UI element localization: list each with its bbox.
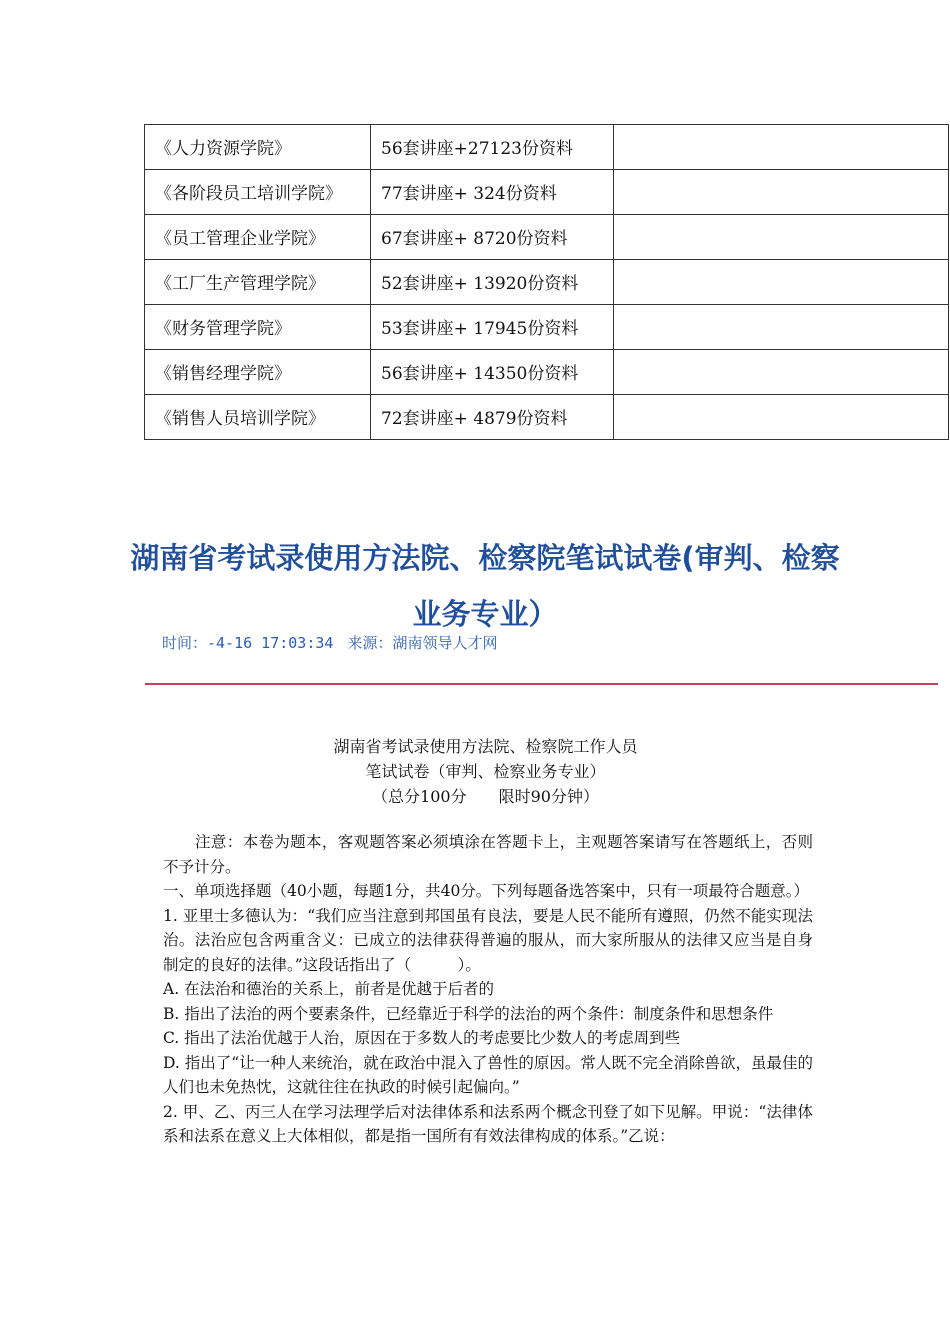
college-content: 53套讲座+ 17945份资料 [371, 305, 614, 350]
resource-table [144, 124, 949, 440]
college-extra [614, 170, 949, 215]
college-extra [614, 260, 949, 305]
exam-notice: 注意：本卷为题本，客观题答案必须填涂在答题卡上，主观题答案请写在答题纸上，否则不予计分。 [163, 833, 813, 876]
college-extra [614, 125, 949, 170]
table-row [145, 260, 949, 305]
article-meta [162, 632, 497, 653]
table-row [145, 395, 949, 440]
college-extra [614, 350, 949, 395]
table-row [145, 125, 949, 170]
exam-title-line-3: （总分100分 限时90分钟） [372, 787, 599, 806]
table-row [145, 170, 949, 215]
college-content: 56套讲座+ 14350份资料 [371, 350, 614, 395]
exam-title-line-2: 笔试试卷（审判、检察业务专业） [365, 762, 606, 781]
college-name: 《各阶段员工培训学院》 [145, 170, 371, 215]
college-extra [614, 395, 949, 440]
college-name: 《工厂生产管理学院》 [145, 260, 371, 305]
article-source: 来源：湖南领导人才网 [347, 634, 498, 652]
option-d: D. 指出了“让一种人来统治，就在政治中混入了兽性的原因。常人既不完全消除兽欲，虽最佳的人们也未免热忱，这就往往在执政的时候引起偏向。” [163, 1053, 813, 1096]
college-name: 《员工管理企业学院》 [145, 215, 371, 260]
question-1: 1. 亚里士多德认为：“我们应当注意到邦国虽有良法，要是人民不能所有遵照，仍然不能实现法治。法治应包含两重含义：已成立的法律获得普遍的服从，而大家所服从的法律又应当是自身制定的良好的法律。”这段话指出了（ ）。 [163, 906, 813, 974]
question-2: 2. 甲、乙、丙三人在学习法理学后对法律体系和法系两个概念刊登了如下见解。甲说：“法律体系和法系在意义上大体相似，都是指一国所有有效法律构成的体系。”乙说： [163, 1102, 813, 1145]
option-c: C. 指出了法治优越于人治，原因在于多数人的考虑要比少数人的考虑周到些 [163, 1029, 681, 1047]
exam-body [163, 830, 813, 1149]
college-name: 《销售人员培训学院》 [145, 395, 371, 440]
table-row [145, 305, 949, 350]
college-content: 56套讲座+27123份资料 [371, 125, 614, 170]
article-headline: 湖南省考试录使用方法院、检察院笔试试卷(审判、检察业务专业） [130, 541, 840, 631]
college-content: 72套讲座+ 4879份资料 [371, 395, 614, 440]
college-extra [614, 215, 949, 260]
college-extra [614, 305, 949, 350]
exam-title-line-1: 湖南省考试录使用方法院、检察院工作人员 [333, 737, 638, 756]
option-b: B. 指出了法治的两个要素条件，已经靠近于科学的法治的两个条件：制度条件和思想条件 [163, 1004, 774, 1023]
option-a: A. 在法治和德治的关系上，前者是优越于后者的 [163, 980, 495, 998]
divider [145, 683, 938, 685]
publish-time: 时间：-4-16 17:03:34 [162, 634, 334, 652]
table-row [145, 215, 949, 260]
section-heading: 一、单项选择题（40小题，每题1分，共40分。下列每题备选答案中，只有一项最符合题意。） [163, 882, 810, 900]
college-content: 52套讲座+ 13920份资料 [371, 260, 614, 305]
college-name: 《财务管理学院》 [145, 305, 371, 350]
college-content: 67套讲座+ 8720份资料 [371, 215, 614, 260]
table-row [145, 350, 949, 395]
college-name: 《人力资源学院》 [145, 125, 371, 170]
college-content: 77套讲座+ 324份资料 [371, 170, 614, 215]
college-name: 《销售经理学院》 [145, 350, 371, 395]
